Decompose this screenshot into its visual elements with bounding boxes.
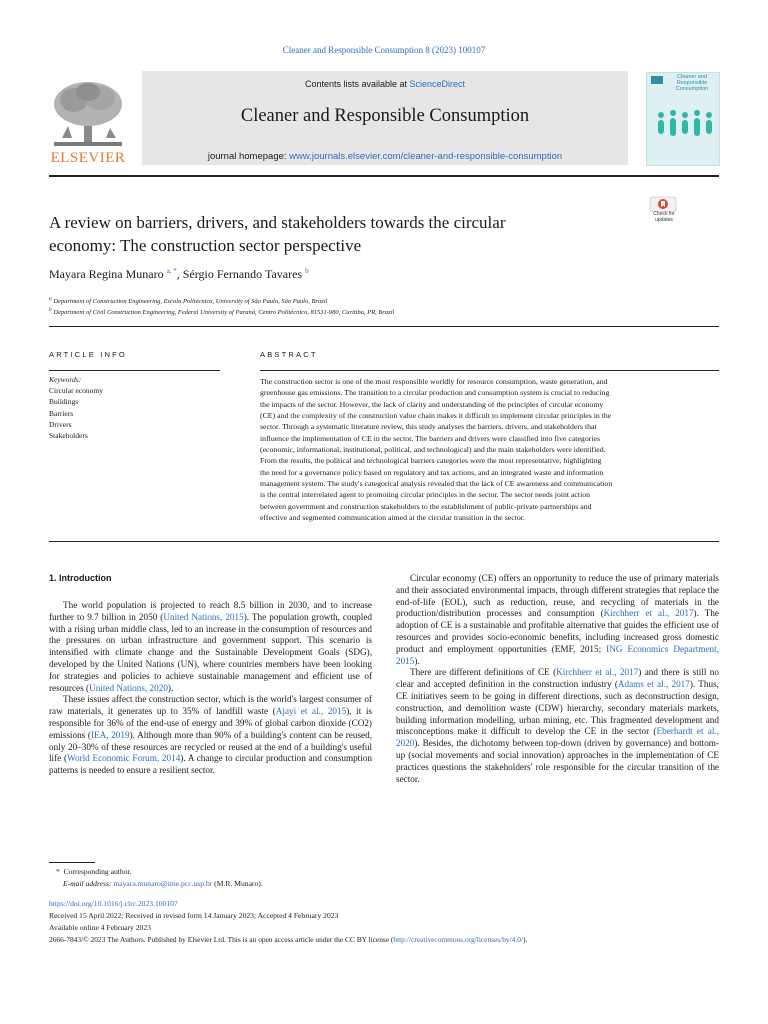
paragraph-text: ). Although more than 90% of a building's content can be reused, only 20–30% of these resources are recycled or reused at the end of a building's useful life ( [49,729,373,764]
article-info-rule [49,370,220,371]
keywords-block [49,374,103,441]
abstract-line: the impacts of the sector. However, the lack of clarity and understanding of the principles of circular economy [260,399,604,409]
corresponding-text: Corresponding author. [63,867,132,876]
paragraph-text: ). Thus, CE initiatives seem to be going in different directions, such as deconstruction design, construction, and demolition waste (CDW) hierarchy, secondary materials markets, building information modelling, urban mining, etc. This fragmented development and misconceptions make it difficult to develop the CE in the sector ( [396,679,719,737]
keyword: Circular economy [49,386,103,396]
abstract-heading: ABSTRACT [260,350,318,359]
paragraph-text: The world population is projected to reach 8.5 billion in 2030, and to increase further to 9.7 billion in 2050 ( [49,600,372,622]
abstract-line: the need for a governance policy based on regulatory and tax actions, and an integrated waste and information [260,467,604,477]
paragraph-text: ), it is responsible for 36% of the end-use of energy and 39% of global carbon dioxide (CO2) emissions ( [49,706,372,740]
abstract-line: is the central interrelated agent to promoting circular principles in the sector. The sector needs joint action [260,490,591,500]
citation-link[interactable]: ING Economics Department, 2015 [396,643,719,666]
author-1-affiliation[interactable]: a, * [166,267,177,275]
abstract-line: (economic, informational, institutional, political, and technological) and the main stakeholders were identified. [260,445,606,455]
article-info-heading: ARTICLE INFO [49,350,127,359]
paragraph-text: These issues affect the construction sector, which is the world's largest consumer of raw materials, it generates up to 35% of landfill waste ( [49,694,372,717]
corresponding-author-note [56,866,132,877]
sciencedirect-link[interactable]: ScienceDirect [409,79,466,89]
elsevier-wordmark: ELSEVIER [50,150,126,166]
author-2-affiliation[interactable]: b [305,267,309,275]
abstract-line: greenhouse gas emissions. The transition to a circular production and consumption system is crucial to reducing [260,388,610,398]
citation-link[interactable]: Kirchherr et al., 2017 [603,608,694,619]
abstract-line: From the results, the political and technological barriers categories were the most representative, highlighting [260,456,602,466]
cover-title: Cleaner and Responsible Consumption [675,74,709,92]
license-prefix: 2666-7843/© 2023 The Authors. Published by Elsevier Ltd. This is an open access article under the CC BY license ( [49,935,394,944]
affiliation-a [49,296,327,305]
abstract-line: The construction sector is one of the most responsible worldly for resource consumption, waste generation, and [260,377,608,386]
section-heading-introduction: 1. Introduction [49,573,112,583]
paragraph [396,667,719,785]
paragraph-text: ). The population growth, coupled with a rising urban middle class, led to an increase in the consumption of resources and the pressures on urban infrastructure and government support. This scenario is intensified with climate change and the Sustainable Development Goals (SDG), developed by the United Nations (UN), where countries members have been looking for strategies and policies to achieve sustainable management and efficient use of resources ( [49,611,372,693]
paragraph [49,694,372,777]
journal-reference[interactable]: Cleaner and Responsible Consumption 8 (2023) 100107 [282,45,486,55]
affiliation-b [49,307,394,316]
citation-link[interactable]: IEA, 2019 [90,729,130,740]
affiliation-text: Department of Civil Construction Engineering, Federal University of Paraná, Centro Politécnico, 81531-980, Curitiba, PR, Brazil [53,309,395,317]
citation-link[interactable]: United Nations, 2015 [163,611,244,622]
keyword: Buildings [49,397,79,407]
title-line-2: economy: The construction sector perspective [49,236,362,255]
affiliation-mark: b [49,307,52,313]
paragraph-text: ) and there is still no clear and accepted definition in the construction industry ( [396,667,719,690]
paragraph-text: Circular economy (CE) offers an opportunity to reduce the use of primary materials and their associated environmental impacts, through different strategies that replace the end-of-life (EOL), such as reduction, reuse, and recycling of materials in the production/distribution processes and consumption ( [396,573,719,619]
abstract-line: sector. Through a systematic literature review, this study analyses the barriers, drivers, and stakeholders that [260,422,597,432]
email-suffix: (M.R. Munaro). [212,879,263,888]
affiliation-text: Department of Construction Engineering, Escola Politécnica, University of São Paulo, São Paulo, Brazil [53,298,328,306]
journal-title: Cleaner and Responsible Consumption [240,106,530,126]
title-line-1: A review on barriers, drivers, and stakeholders towards the circular [49,213,506,232]
journal-homepage-line [142,151,628,162]
paragraph-text: ). [414,655,420,666]
citation-link[interactable]: Eberhardt et al., 2020 [396,726,720,749]
license-link[interactable]: http://creativecommons.org/licenses/by/4.0/ [393,935,523,944]
email-label: E-mail address: [63,879,114,888]
homepage-link[interactable]: www.journals.elsevier.com/cleaner-and-responsible-consumption [289,151,563,162]
contents-line [142,79,628,89]
paragraph-text: There are different definitions of CE ( [410,667,557,678]
abstract-rule [260,370,719,371]
keyword: Drivers [49,419,72,429]
keyword: Barriers [49,408,74,418]
abstract-line: influence the implementation of CE in the sector. The barriers and drivers were classified into five categories [260,433,600,443]
paragraph [49,600,372,694]
corresponding-mark: * [56,867,60,876]
section-rule [49,326,719,327]
keyword: Stakeholders [49,431,88,441]
available-online: Available online 4 February 2023 [49,923,151,932]
paragraph-text: ). The adoption of CE is a sustainable and profitable alternative that guides the efficient use of resources and provides socio-economic benefits, including increased gross domestic product and employment opportunities (EMF, 2015; [396,608,719,654]
contents-prefix: Contents lists available at [304,79,410,89]
abstract-text [260,376,719,523]
citation-link[interactable]: Adams et al., 2017 [617,679,690,690]
abstract-line: between government and construction stakeholders to the establishment of public-private partnerships and [260,501,592,511]
license-line [49,934,729,945]
email-line [63,878,263,889]
body-column-right [396,573,719,785]
citation-link[interactable]: United Nations, 2020 [89,682,168,693]
license-suffix: ). [522,935,528,944]
body-rule [49,541,719,542]
citation-link[interactable]: Kirchherr et al., 2017 [556,667,639,678]
citation-link[interactable]: World Economic Forum, 2014 [67,753,181,764]
homepage-prefix: journal homepage: [207,151,290,162]
received-dates: Received 15 April 2022; Received in revised form 14 January 2023; Accepted 4 February 2023 [49,911,339,920]
abstract-line: effective and segmented communication aimed at the circular transition in the sector. [260,513,525,523]
header-rule [49,175,719,177]
paragraph-text: ). Besides, the dichotomy between top-down (driven by governance) and bottom-up (social movements and social innovation) approaches in the implementation of CE practices questions the stakeholders' role responsible for the circular transition of the sector. [396,738,719,784]
citation-link[interactable]: Ajayi et al., 2015 [275,706,347,717]
keywords-label: Keywords: [49,375,82,384]
affiliation-mark: a [49,296,52,302]
abstract-line: management system. The study's categorical analysis revealed that the lack of CE awareness and communication [260,479,613,489]
article-title [49,211,629,257]
body-column-left [49,600,372,777]
author-2[interactable]: Sérgio Fernando Tavares [182,267,303,281]
author-list [49,267,309,282]
email-link[interactable]: mayara.munaro@ime.pcc.usp.br [113,879,213,888]
author-1[interactable]: Mayara Regina Munaro [49,267,164,281]
check-for-updates-label[interactable]: Check for updates [653,211,675,223]
footnote-rule [49,862,95,863]
author-separator: , [176,267,183,281]
paragraph-text: ). A change to circular production and consumption patterns is needed to ensure a resilient sector. [49,753,372,776]
paragraph [396,573,719,667]
paragraph-text: ). [167,682,174,693]
abstract-line: (CE) and the complexity of the construction value chain makes it difficult to implement circular principles in the [260,411,612,421]
doi-link[interactable]: https://doi.org/10.1016/j.clrc.2023.100107 [49,899,178,908]
